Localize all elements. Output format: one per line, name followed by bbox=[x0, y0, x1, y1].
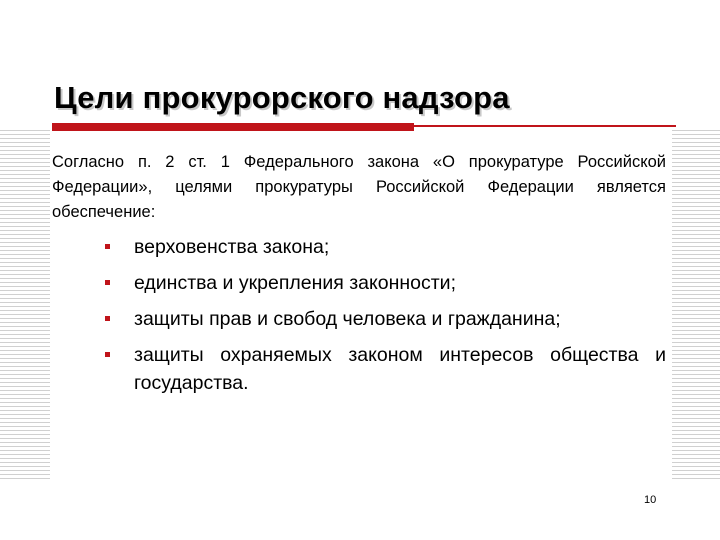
page-number: 10 bbox=[644, 494, 657, 506]
bullet-text: верховенства закона; bbox=[134, 236, 330, 258]
bullet-list bbox=[52, 233, 666, 397]
intro-paragraph: Согласно п. 2 ст. 1 Федерального закона «О прокуратуре Российской Федерации», целями прокуратуры Российской Федерации является обеспечение: bbox=[52, 153, 666, 221]
title-underline-rule bbox=[414, 125, 676, 127]
bullet-text: защиты прав и свобод человека и гражданина; bbox=[134, 308, 561, 330]
bullet-item bbox=[52, 269, 666, 297]
title-underline-bar bbox=[52, 123, 414, 131]
bullet-marker-icon bbox=[105, 352, 110, 357]
bullet-text: защиты охраняемых законом интересов общества и государства. bbox=[134, 344, 666, 394]
background-stripes-left bbox=[0, 130, 50, 482]
bullet-text: единства и укрепления законности; bbox=[134, 272, 456, 294]
bullet-item bbox=[52, 233, 666, 261]
bullet-marker-icon bbox=[105, 244, 110, 249]
background-stripes-right bbox=[672, 130, 720, 482]
slide-title: Цели прокурорского надзора bbox=[54, 80, 510, 115]
bullet-marker-icon bbox=[105, 280, 110, 285]
bullet-item bbox=[52, 305, 666, 333]
bullet-item bbox=[52, 341, 666, 397]
slide-content bbox=[52, 150, 666, 405]
bullet-marker-icon bbox=[105, 316, 110, 321]
